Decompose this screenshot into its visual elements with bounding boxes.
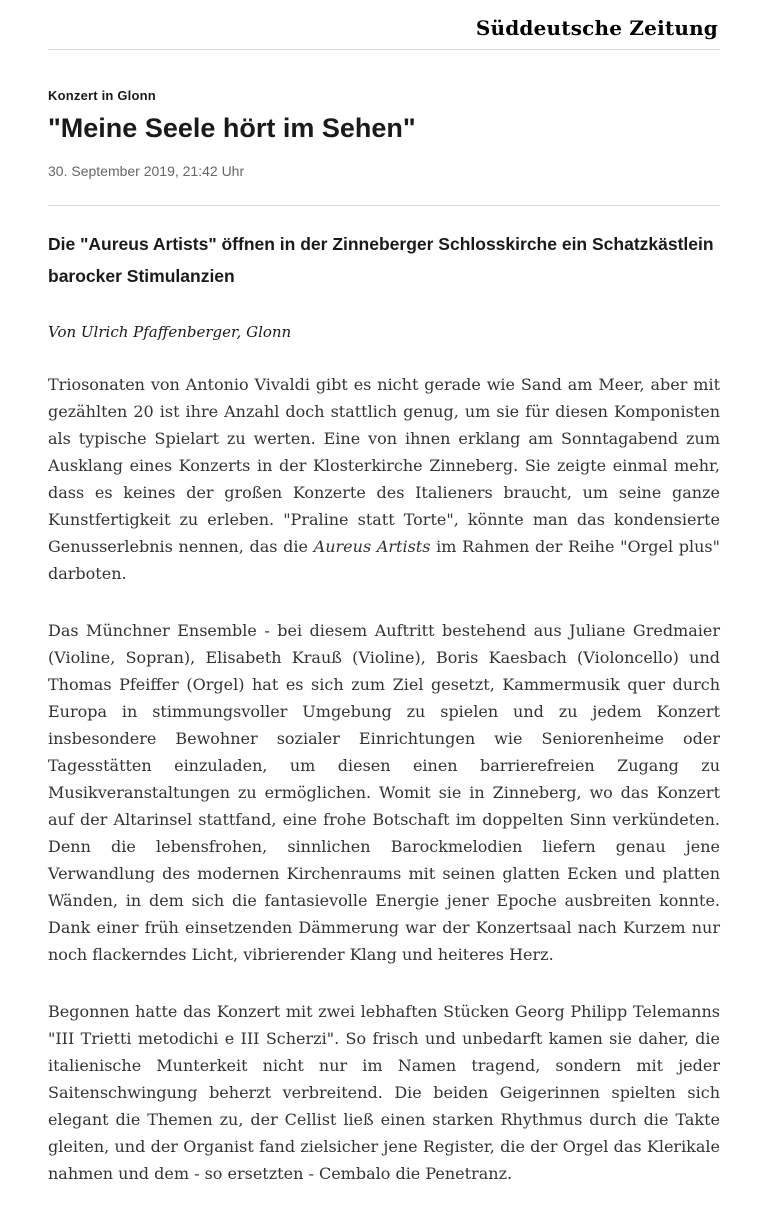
article-headline: "Meine Seele hört im Sehen" [48,113,416,143]
sz-logo[interactable]: Süddeutsche Zeitung [475,16,718,40]
article-subheadline: Die "Aureus Artists" öffnen in der Zinneberger Schlosskirche ein Schatzkästlein barocker Stimulanzien [48,233,714,287]
ensemble-name: Aureus Artists [313,536,431,556]
masthead [48,0,720,49]
paragraph-1-text-after: im Rahmen der Reihe "Orgel plus" darboten. [48,536,721,583]
paragraph-2: Das Münchner Ensemble - bei diesem Auftritt bestehend aus Juliane Gredmaier (Violine, Sopran), Elisabeth Krauß (Violine), Boris Kaesbach (Violoncello) und Thomas Pfeiffer (Orgel) hat es sich zum Ziel gesetzt, Kammermusik quer durch Europa in stimmungsvoller Umgebung zu spielen und zu jedem Konzert insbesondere Bewohner sozialer Einrichtungen wie Seniorenheime oder Tagesstätten einzuladen, um diesen einen barrierefreien Zugang zu Musikveranstaltungen zu ermöglichen. Womit sie in Zinneberg, wo das Konzert auf der Altarinsel stattfand, eine frohe Botschaft im doppelten Sinn verkündeten. Denn die lebensfrohen, sinnlichen Barockmelodien liefern genau jene Verwandlung des modernen Kirchenraums mit seinen glatten Ecken und platten Wänden, in dem sich die fantasievolle Energie jener Epoche ausbreiten konnte. Dank einer früh einsetzenden Dämmerung war der Konzertsaal nach Kurzem nur noch flackerndes Licht, vibrierender Klang und heiteres Herz. [48,620,720,964]
paragraph-1-text-before: Triosonaten von Antonio Vivaldi gibt es nicht gerade wie Sand am Meer, aber mit gezählten 20 ist ihre Anzahl doch stattlich genug, um sie für diesen Komponisten als typische Spielart zu werten. Eine von ihnen erklang am Sonntagabend zum Ausklang eines Konzerts in der Klosterkirche Zinneberg. Sie zeigte einmal mehr, dass es keines der großen Konzerte des Italieners braucht, um seine ganze Kunstfertigkeit zu erleben. "Praline statt Torte", könnte man das kondensierte Genusserlebnis nennen, das die [48,374,720,556]
paragraph-3: Begonnen hatte das Konzert mit zwei lebhaften Stücken Georg Philipp Telemanns "III Trietti metodichi e III Scherzi". So frisch und unbedarft kamen sie daher, die italienische Munterkeit nicht nur im Namen tragend, sondern mit jeder Saitenschwingung beherzt verbreitend. Die beiden Geigerinnen spielten sich elegant die Themen zu, der Cellist ließ einen starken Rhythmus durch die Takte gleiten, und der Organist fand zielsicher jene Register, die der Orgel das Klerikale nahmen und dem - so ersetzten - Cembalo die Penetranz. [48,1001,720,1183]
article [48,50,720,1187]
headline-divider [48,205,720,206]
article-datetime: 30. September 2019, 21:42 Uhr [48,162,245,179]
paragraph-1 [48,371,720,587]
article-kicker: Konzert in Glonn [48,88,156,103]
article-byline: Von Ulrich Pfaffenberger, Glonn [48,322,292,341]
